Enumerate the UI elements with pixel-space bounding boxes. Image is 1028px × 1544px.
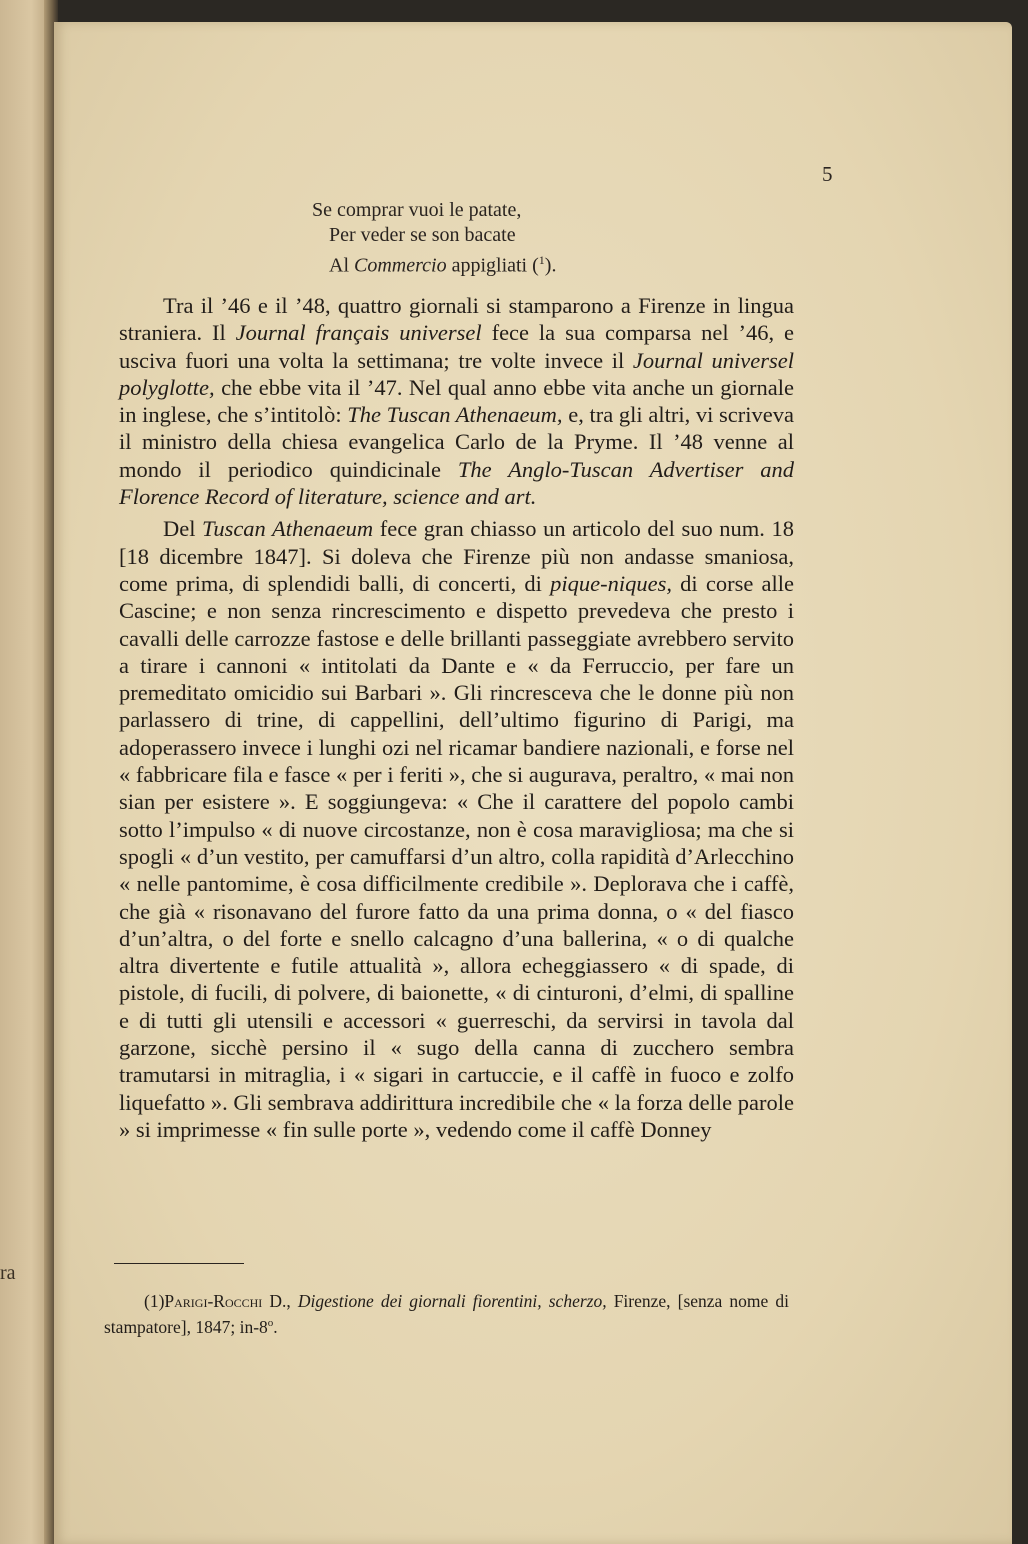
paragraph-1: Tra il ’46 e il ’48, quattro giornali si stamparono a Firenze in lingua straniera. Il Journal français universel fece la sua comparsa nel ’46, e usciva fuori una volta la settimana; tre volte invece il Journal universel polyglotte, che ebbe vita il ’47. Nel qual anno ebbe vita anche un giornale in inglese, che s’intitolò: The Tuscan Athenaeum, e, tra gli altri, vi scriveva il ministro della chiesa evangelica Carlo de la Pryme. Il ’48 venne al mondo il periodico quindicinale The Anglo-Tuscan Advertiser and Florence Record of literature, science and art.: [119, 293, 794, 510]
verse-line-1: Se comprar vuoi le patate,: [312, 199, 522, 221]
verse-italic: Commercio: [354, 254, 447, 277]
footnote-ref: 1: [538, 253, 545, 267]
paragraph-2: Del Tuscan Athenaeum fece gran chiasso un articolo del suo num. 18 [18 dicembre 1847]. Si doleva che Firenze più non andasse smaniosa, come prima, di splendidi balli, di concerti, di pique-niques, di corse alle Cascine; e non senza rincrescimento e dispetto prevedeva che presto i cavalli delle carrozze fastose e delle brillanti passeggiate avrebbero servito a tirare i cannoni « intitolati da Dante e « da Ferruccio, per fare un premeditato omicidio sui Barbari ». Gli rincresceva che le donne più non parlassero di trine, di cappellini, dell’ultimo figurino di Parigi, ma adoperassero invece i lunghi ozi nel ricamar bandiere nazionali, e forse nel « fabbricare fila e fasce « per i feriti », che si augurava, peraltro, « mai non sian per esistere ». E soggiungeva: « Che il carattere del popolo cambi sotto l’impulso « di nuove circostanze, non è cosa maravigliosa; ma che si spogli « d’un vestito, per camuffarsi d’un altro, colla rapidità d’Arlecchino « nelle pantomime, è cosa difficilmente credibile ». Deplorava che i caffè, che già « risonavano del furore fatto da una prima donna, o « del fiasco d’un’altra, o del forte e snello calcagno d’una ballerina, « o di qualche altra divertente e futile attualità », allora echeggiassero « di spade, di pistole, di fucili, di polvere, di baionette, « di cinturoni, d’elmi, di spalline e di tutti gli utensili e accessori « guerreschi, da servirsi in tavola dal garzone, sicchè persino il « sugo della canna di zucchero sembra tramutarsi in mitraglia, i « sigari in cartuccie, e il caffè in fuoco e zolfo liquefatto ». Gli sembrava addirittura incredibile che « la forza delle parole » si imprimesse « fin sulle porte », vedendo come il caffè Donney: [119, 516, 795, 1142]
verse-line-3: Al Commercio appigliati ($^1$).: [329, 253, 557, 277]
verse-line-2: Per veder se son bacate: [329, 224, 516, 246]
page-number: 5: [822, 162, 833, 186]
footnote: (1)Parigi-Rocchi D., Digestione dei giornali fiorentini, scherzo, Firenze, [senza nome di stampatore], 1847; in-8$^o$.: [104, 1291, 790, 1337]
body-text: [119, 292, 794, 1143]
book-page: [54, 22, 1012, 1544]
verse: [312, 198, 556, 279]
footnote-rule: [114, 1263, 244, 1264]
previous-page-text-fragment: ra: [0, 1262, 16, 1284]
